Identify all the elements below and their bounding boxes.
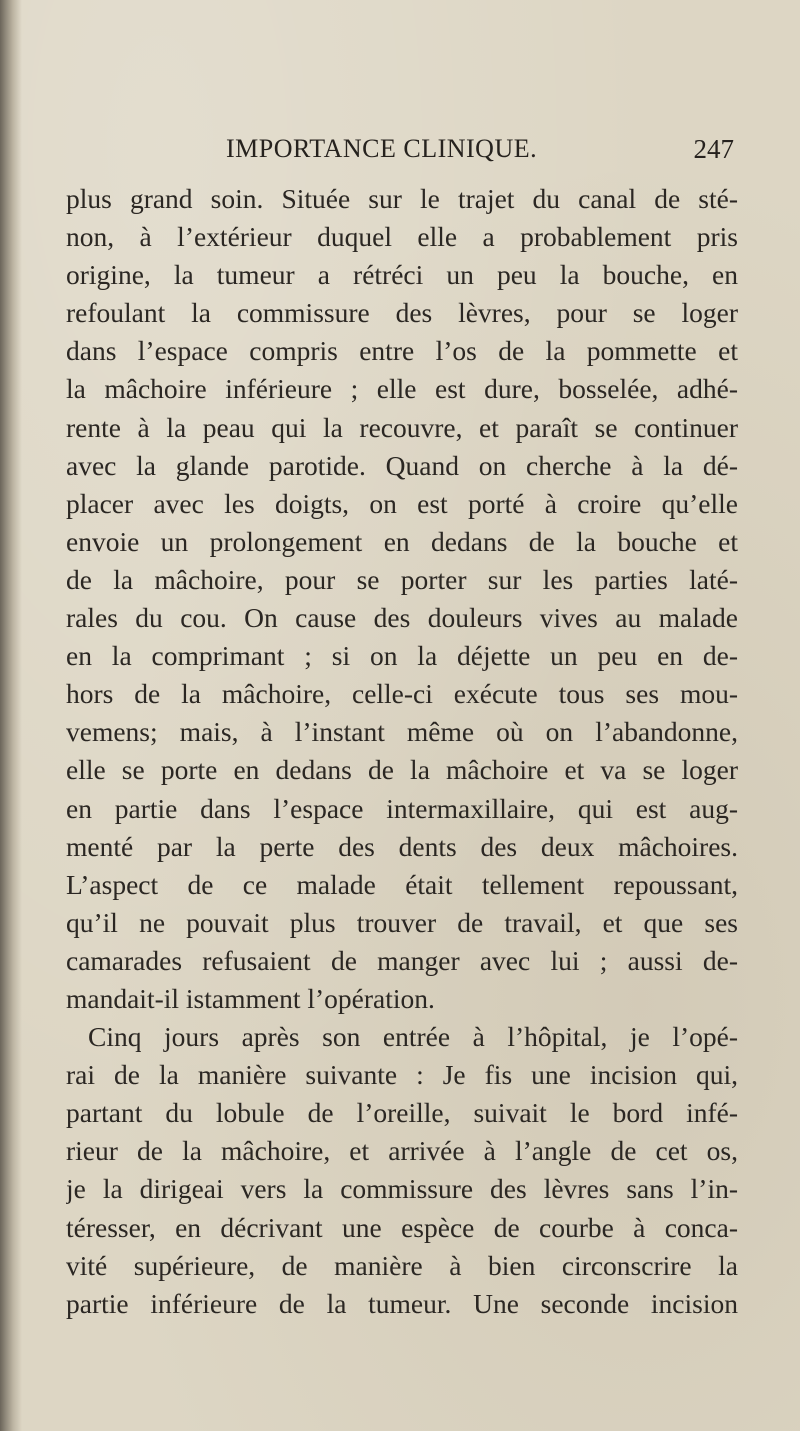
text-line: camarades refusaient de manger avec lui ; aussi de- (66, 944, 738, 976)
text-line: menté par la perte des dents des deux mâchoires. (66, 830, 738, 862)
text-line: origine, la tumeur a rétréci un peu la bouche, en (66, 259, 738, 291)
text-line: en partie dans l’espace intermaxillaire, qui est aug- (66, 792, 738, 824)
text-line: qu’il ne pouvait plus trouver de travail, et que ses (66, 906, 738, 938)
text-line: partie inférieure de la tumeur. Une seconde incision (66, 1287, 738, 1319)
text-line: vemens; mais, à l’instant même où on l’abandonne, (66, 716, 738, 748)
text-line: en la comprimant ; si on la déjette un peu en de- (66, 640, 738, 672)
text-line: de la mâchoire, pour se porter sur les parties laté- (66, 563, 738, 595)
running-head (66, 134, 738, 174)
body-text (66, 180, 738, 1323)
paragraph-start-line: Cinq jours après son entrée à l’hôpital, je l’opé- (88, 1021, 738, 1053)
paragraph-end-line: mandait-il istamment l’opération. (66, 982, 435, 1014)
running-title: IMPORTANCE CLINIQUE. (226, 134, 538, 163)
page-number: 247 (693, 134, 734, 164)
text-line: je la dirigeai vers la commissure des lèvres sans l’in- (66, 1173, 738, 1205)
text-line: refoulant la commissure des lèvres, pour se loger (66, 297, 738, 329)
text-line: rente à la peau qui la recouvre, et paraît se continuer (66, 411, 738, 443)
text-line: rai de la manière suivante : Je fis une incision qui, (66, 1059, 738, 1091)
text-line: avec la glande parotide. Quand on cherche à la dé- (66, 449, 738, 481)
text-line: téresser, en décrivant une espèce de courbe à conca- (66, 1211, 738, 1243)
text-line: plus grand soin. Située sur le trajet du canal de sté- (66, 183, 738, 214)
text-line: envoie un prolongement en dedans de la bouche et (66, 525, 738, 557)
text-line: non, à l’extérieur duquel elle a probablement pris (66, 221, 738, 253)
text-line: hors de la mâchoire, celle-ci exécute tous ses mou- (66, 678, 738, 710)
text-line: partant du lobule de l’oreille, suivait le bord infé- (66, 1097, 738, 1129)
text-line: vité supérieure, de manière à bien circonscrire la (66, 1249, 738, 1281)
text-line: dans l’espace compris entre l’os de la pommette et (66, 335, 738, 367)
text-line: elle se porte en dedans de la mâchoire et va se loger (66, 754, 738, 786)
text-line: placer avec les doigts, on est porté à croire qu’elle (66, 487, 738, 519)
text-line: la mâchoire inférieure ; elle est dure, bosselée, adhé- (66, 373, 738, 405)
text-line: L’aspect de ce malade était tellement repoussant, (66, 868, 738, 900)
text-line: rales du cou. On cause des douleurs vives au malade (66, 602, 738, 634)
text-line: rieur de la mâchoire, et arrivée à l’angle de cet os, (66, 1135, 738, 1167)
